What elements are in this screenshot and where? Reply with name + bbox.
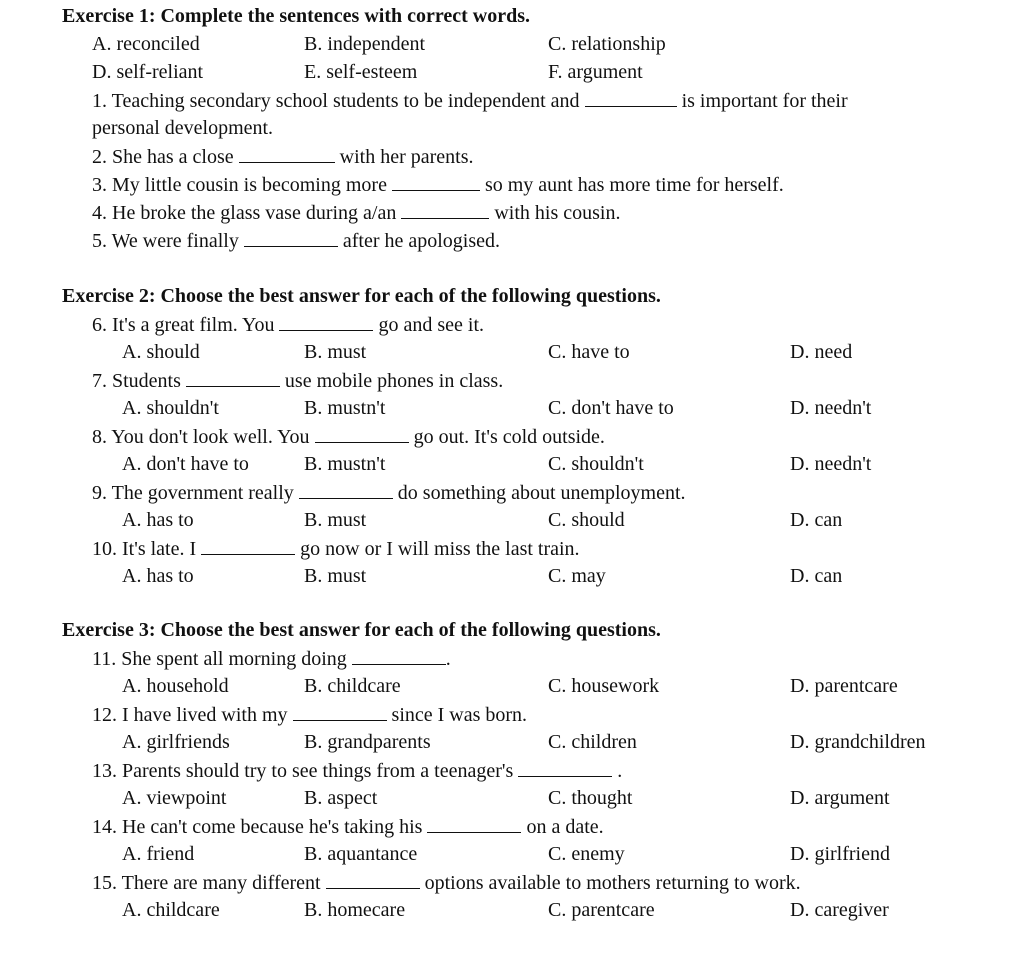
question-text: options available to mothers returning to work.: [424, 872, 801, 894]
answer-option-b[interactable]: B. must: [304, 509, 367, 531]
answer-blank[interactable]: [244, 228, 338, 247]
question-5: [92, 228, 500, 253]
answer-blank[interactable]: [279, 312, 373, 331]
answer-option-b[interactable]: B. mustn't: [304, 453, 386, 475]
ex1-option: E. self-esteem: [304, 61, 418, 83]
answer-option-c[interactable]: C. don't have to: [548, 397, 674, 419]
answer-option-a[interactable]: A. has to: [122, 509, 194, 531]
question-text: on a date.: [526, 816, 604, 838]
answer-option-d[interactable]: D. need: [790, 341, 853, 363]
answer-blank[interactable]: [186, 368, 280, 387]
question-text: 10. It's late. I: [92, 538, 197, 560]
question-text: do something about unemployment.: [397, 482, 686, 504]
exercise-3-heading: Exercise 3: Choose the best answer for each of the following questions.: [62, 619, 661, 641]
answer-option-c[interactable]: C. housework: [548, 675, 660, 697]
question-text: 4. He broke the glass vase during a/an: [92, 202, 397, 224]
answer-blank[interactable]: [352, 646, 446, 665]
answer-option-a[interactable]: A. childcare: [122, 899, 220, 921]
question-text: is important for their: [681, 90, 848, 112]
answer-blank[interactable]: [315, 424, 409, 443]
question-13: [92, 758, 622, 783]
answer-blank[interactable]: [299, 480, 393, 499]
question-text: since I was born.: [391, 704, 528, 726]
question-11: [92, 646, 451, 671]
answer-option-a[interactable]: A. friend: [122, 843, 195, 865]
question-8: [92, 424, 605, 449]
answer-option-c[interactable]: C. parentcare: [548, 899, 655, 921]
answer-option-b[interactable]: B. aspect: [304, 787, 378, 809]
question-2: [92, 144, 474, 169]
answer-option-b[interactable]: B. must: [304, 341, 367, 363]
question-text: 9. The government really: [92, 482, 294, 504]
question-15: [92, 870, 801, 895]
answer-option-a[interactable]: A. viewpoint: [122, 787, 227, 809]
question-text: with her parents.: [339, 146, 474, 168]
answer-blank[interactable]: [518, 758, 612, 777]
ex1-option: B. independent: [304, 33, 426, 55]
question-text: 13. Parents should try to see things from a teenager's: [92, 760, 514, 782]
answer-option-b[interactable]: B. homecare: [304, 899, 406, 921]
question-text: with his cousin.: [494, 202, 621, 224]
question-text: 1. Teaching secondary school students to be independent and: [92, 90, 580, 112]
ex1-option: F. argument: [548, 61, 643, 83]
answer-blank[interactable]: [239, 144, 335, 163]
question-12: [92, 702, 527, 727]
question-text: go and see it.: [378, 314, 485, 336]
answer-option-d[interactable]: D. can: [790, 509, 843, 531]
answer-option-a[interactable]: A. should: [122, 341, 200, 363]
answer-blank[interactable]: [401, 200, 489, 219]
question-text: 7. Students: [92, 370, 181, 392]
question-text: use mobile phones in class.: [284, 370, 504, 392]
question-text: go now or I will miss the last train.: [300, 538, 580, 560]
answer-option-b[interactable]: B. aquantance: [304, 843, 418, 865]
question-1: [92, 88, 848, 113]
answer-option-c[interactable]: C. children: [548, 731, 637, 753]
answer-option-d[interactable]: D. girlfriend: [790, 843, 890, 865]
answer-option-a[interactable]: A. has to: [122, 565, 194, 587]
question-text: 8. You don't look well. You: [92, 426, 310, 448]
answer-option-d[interactable]: D. needn't: [790, 453, 872, 475]
answer-option-a[interactable]: A. household: [122, 675, 229, 697]
question-text: so my aunt has more time for herself.: [484, 174, 784, 196]
answer-option-a[interactable]: A. girlfriends: [122, 731, 230, 753]
ex1-option: C. relationship: [548, 33, 666, 55]
question-text: 2. She has a close: [92, 146, 234, 168]
question-14: [92, 814, 604, 839]
answer-option-c[interactable]: C. have to: [548, 341, 630, 363]
question-3: [92, 172, 784, 197]
question-10: [92, 536, 580, 561]
question-text: 15. There are many different: [92, 872, 321, 894]
question-text: 11. She spent all morning doing: [92, 648, 347, 670]
answer-option-d[interactable]: D. can: [790, 565, 843, 587]
answer-option-a[interactable]: A. don't have to: [122, 453, 249, 475]
answer-blank[interactable]: [392, 172, 480, 191]
answer-option-d[interactable]: D. grandchildren: [790, 731, 926, 753]
question-text: .: [445, 648, 451, 670]
answer-option-d[interactable]: D. caregiver: [790, 899, 889, 921]
answer-option-a[interactable]: A. shouldn't: [122, 397, 219, 419]
question-text: after he apologised.: [342, 230, 501, 252]
question-text: 5. We were finally: [92, 230, 239, 252]
question-7: [92, 368, 503, 393]
answer-option-c[interactable]: C. enemy: [548, 843, 625, 865]
question-6: [92, 312, 484, 337]
answer-option-b[interactable]: B. mustn't: [304, 397, 386, 419]
question-text: 3. My little cousin is becoming more: [92, 174, 387, 196]
answer-blank[interactable]: [326, 870, 420, 889]
question-text: 12. I have lived with my: [92, 704, 288, 726]
answer-blank[interactable]: [427, 814, 521, 833]
exercise-2-heading: Exercise 2: Choose the best answer for each of the following questions.: [62, 285, 661, 307]
ex1-option: D. self-reliant: [92, 61, 204, 83]
answer-option-b[interactable]: B. must: [304, 565, 367, 587]
answer-option-d[interactable]: D. needn't: [790, 397, 872, 419]
question-9: [92, 480, 686, 505]
question-4: [92, 200, 620, 225]
answer-option-c[interactable]: C. shouldn't: [548, 453, 644, 475]
answer-blank[interactable]: [201, 536, 295, 555]
question-1-continuation: personal development.: [92, 117, 274, 139]
ex1-option: A. reconciled: [92, 33, 200, 55]
question-text: go out. It's cold outside.: [413, 426, 605, 448]
answer-option-d[interactable]: D. parentcare: [790, 675, 898, 697]
answer-option-c[interactable]: C. should: [548, 509, 625, 531]
answer-blank[interactable]: [293, 702, 387, 721]
exercise-1-heading: Exercise 1: Complete the sentences with correct words.: [62, 5, 531, 27]
answer-blank[interactable]: [585, 88, 677, 107]
answer-option-b[interactable]: B. childcare: [304, 675, 401, 697]
question-text: .: [617, 760, 623, 782]
answer-option-b[interactable]: B. grandparents: [304, 731, 431, 753]
question-text: 6. It's a great film. You: [92, 314, 275, 336]
answer-option-d[interactable]: D. argument: [790, 787, 890, 809]
question-text: 14. He can't come because he's taking his: [92, 816, 423, 838]
answer-option-c[interactable]: C. thought: [548, 787, 633, 809]
answer-option-c[interactable]: C. may: [548, 565, 606, 587]
